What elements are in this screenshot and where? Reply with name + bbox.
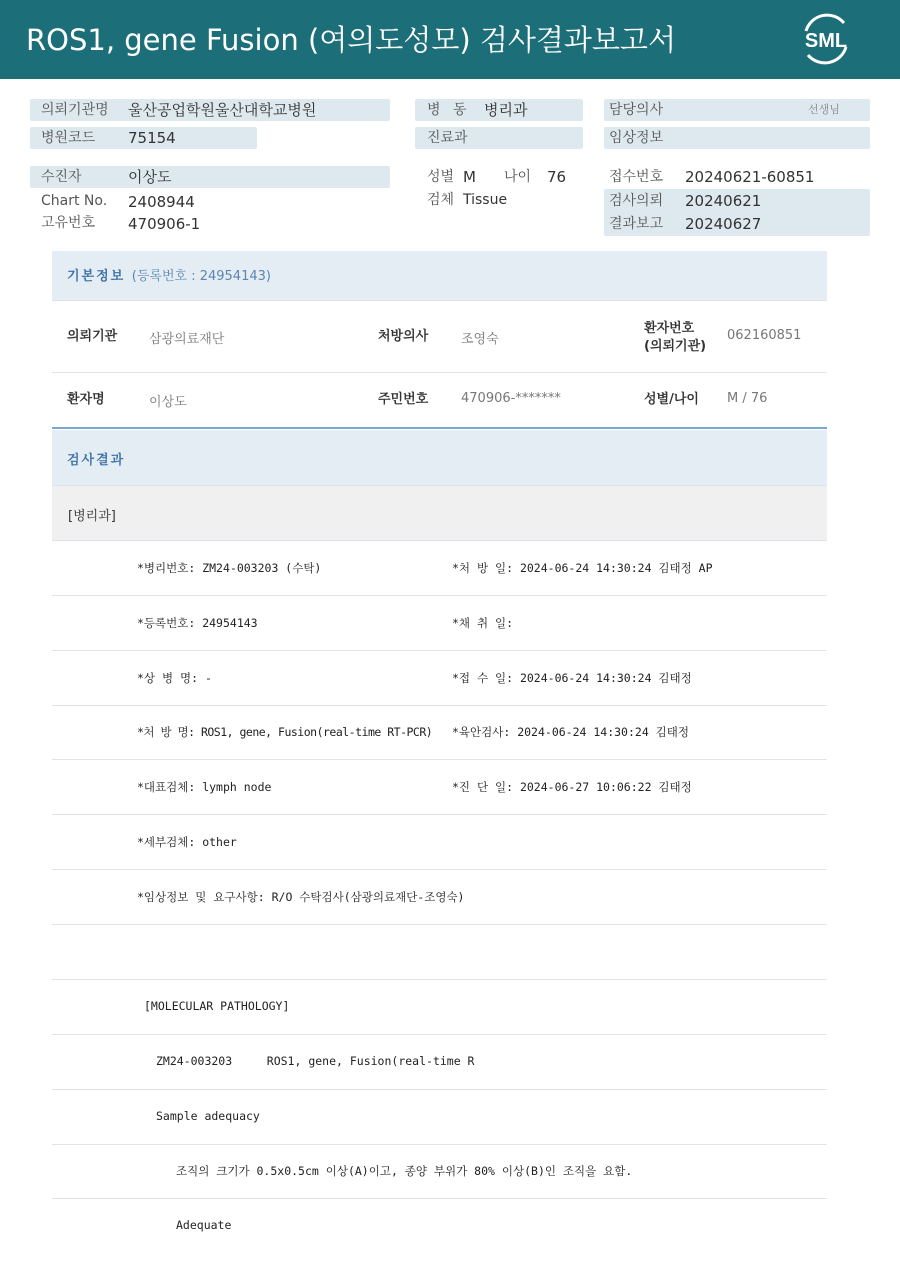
report-label: 결과보고 (609, 216, 664, 232)
result-row-empty (52, 925, 827, 980)
sexage-val: M / 76 (727, 391, 768, 406)
patient-no-key-2: (의뢰기관) (644, 339, 707, 354)
sex-label: 성별 (427, 169, 455, 185)
result-row (52, 1035, 827, 1090)
specimen-value: Tissue (463, 192, 508, 208)
receive-date-line: *접 수 일: 2024-06-24 14:30:24 김태정 (452, 671, 692, 685)
diagnosis-line: *상 병 명: - (137, 671, 212, 685)
doctor-label: 담당의사 (609, 102, 664, 118)
result-row (52, 705, 827, 760)
name-key: 환자명 (67, 392, 105, 407)
clinical-req-line: *임상정보 및 요구사항: R/O 수탁검사(삼광의료재단-조영숙) (137, 890, 465, 904)
institution-val: 삼광의료재단 (149, 332, 225, 347)
dept-label: 진료과 (427, 130, 468, 146)
rx-date-line: *처 방 일: 2024-06-24 14:30:24 김태정 AP (452, 561, 713, 575)
result-title: 검사결과 (67, 453, 126, 468)
rrn-key: 주민번호 (378, 392, 429, 407)
result-row (52, 1199, 827, 1254)
result-row (52, 1144, 827, 1199)
pathology-group (52, 486, 827, 541)
ward-label: 병 동 (427, 102, 467, 118)
doctor-suffix: 선생님 (808, 103, 840, 116)
sex-value: M (463, 168, 476, 186)
chart-value: 2408944 (128, 193, 195, 211)
report-header (0, 0, 900, 79)
institution-key: 의뢰기관 (67, 329, 118, 344)
unique-value: 470906-1 (128, 215, 201, 233)
specimen-label: 검체 (427, 192, 455, 208)
sml-logo (796, 11, 856, 67)
gross-exam-line: *육안검사: 2024-06-24 14:30:24 김태정 (452, 725, 690, 739)
receipt-label: 접수번호 (609, 169, 664, 185)
adequate-line: Adequate (176, 1218, 232, 1232)
ward-value: 병리과 (484, 101, 528, 119)
result-row (52, 651, 827, 706)
age-value: 76 (547, 168, 567, 186)
basic-info-title: 기본정보 (등록번호 : 24954143) (67, 269, 271, 284)
basic-info-row-1 (52, 301, 827, 373)
basic-info-row-2 (52, 373, 827, 429)
reg-no-line: *등록번호: 24954143 (137, 616, 258, 630)
logo-text: SML (804, 30, 848, 52)
registration-number: (등록번호 : 24954143) (131, 269, 271, 284)
patient-label: 수진자 (41, 169, 82, 185)
result-row (52, 760, 827, 815)
name-val: 이상도 (149, 395, 187, 410)
criteria-line: 조직의 크기가 0.5x0.5cm 이상(A)이고, 종양 부위가 80% 이상(B)인 조직을 요함. (176, 1164, 633, 1178)
institution-label: 의뢰기관명 (41, 102, 109, 118)
sub-specimen-line: *세부검체: other (137, 835, 237, 849)
basic-info-header (52, 251, 827, 301)
request-value: 20240621 (685, 192, 762, 210)
mol-test-line: ZM24-003203 ROS1, gene, Fusion(real-time R (156, 1054, 475, 1068)
clinical-label: 임상정보 (609, 130, 664, 146)
result-row (52, 541, 827, 596)
report-value: 20240627 (685, 215, 762, 233)
result-row (52, 870, 827, 925)
institution-value: 울산공업학원울산대학교병원 (128, 101, 317, 119)
patient-no-val: 062160851 (727, 328, 802, 343)
patient-no-key-1: 환자번호 (644, 321, 695, 336)
result-row (52, 980, 827, 1035)
prescriber-val: 조영숙 (461, 332, 499, 347)
unique-label: 고유번호 (41, 215, 96, 231)
prescriber-key: 처방의사 (378, 329, 429, 344)
receipt-value: 20240621-60851 (685, 168, 815, 186)
chart-label: Chart No. (41, 193, 108, 209)
path-no-line: *병리번호: ZM24-003203 (수탁) (137, 561, 322, 575)
collect-date-line: *채 취 일: (452, 616, 514, 630)
sexage-key: 성별/나이 (644, 392, 699, 407)
request-label: 검사의뢰 (609, 193, 664, 209)
report-title: ROS1, gene Fusion (여의도성모) 검사결과보고서 (26, 23, 676, 57)
rep-specimen-line: *대표검체: lymph node (137, 780, 272, 794)
age-label: 나이 (504, 169, 532, 185)
patient-value: 이상도 (128, 168, 172, 186)
result-header (52, 430, 827, 486)
result-row (52, 815, 827, 870)
rx-name-line: *처 방 명: ROS1, gene, Fusion(real-time RT-PCR) (137, 725, 433, 739)
pathology-group-label: [병리과] (68, 509, 116, 524)
adequacy-line: Sample adequacy (156, 1109, 260, 1123)
diag-date-line: *진 단 일: 2024-06-27 10:06:22 김태정 (452, 780, 692, 794)
rrn-val: 470906-******* (461, 391, 561, 406)
result-row (52, 1090, 827, 1145)
patient-box (30, 166, 390, 188)
hospital-code-label: 병원코드 (41, 130, 96, 146)
hospital-code-value: 75154 (128, 129, 176, 147)
result-row (52, 596, 827, 651)
mol-path-line: [MOLECULAR PATHOLOGY] (144, 999, 290, 1013)
